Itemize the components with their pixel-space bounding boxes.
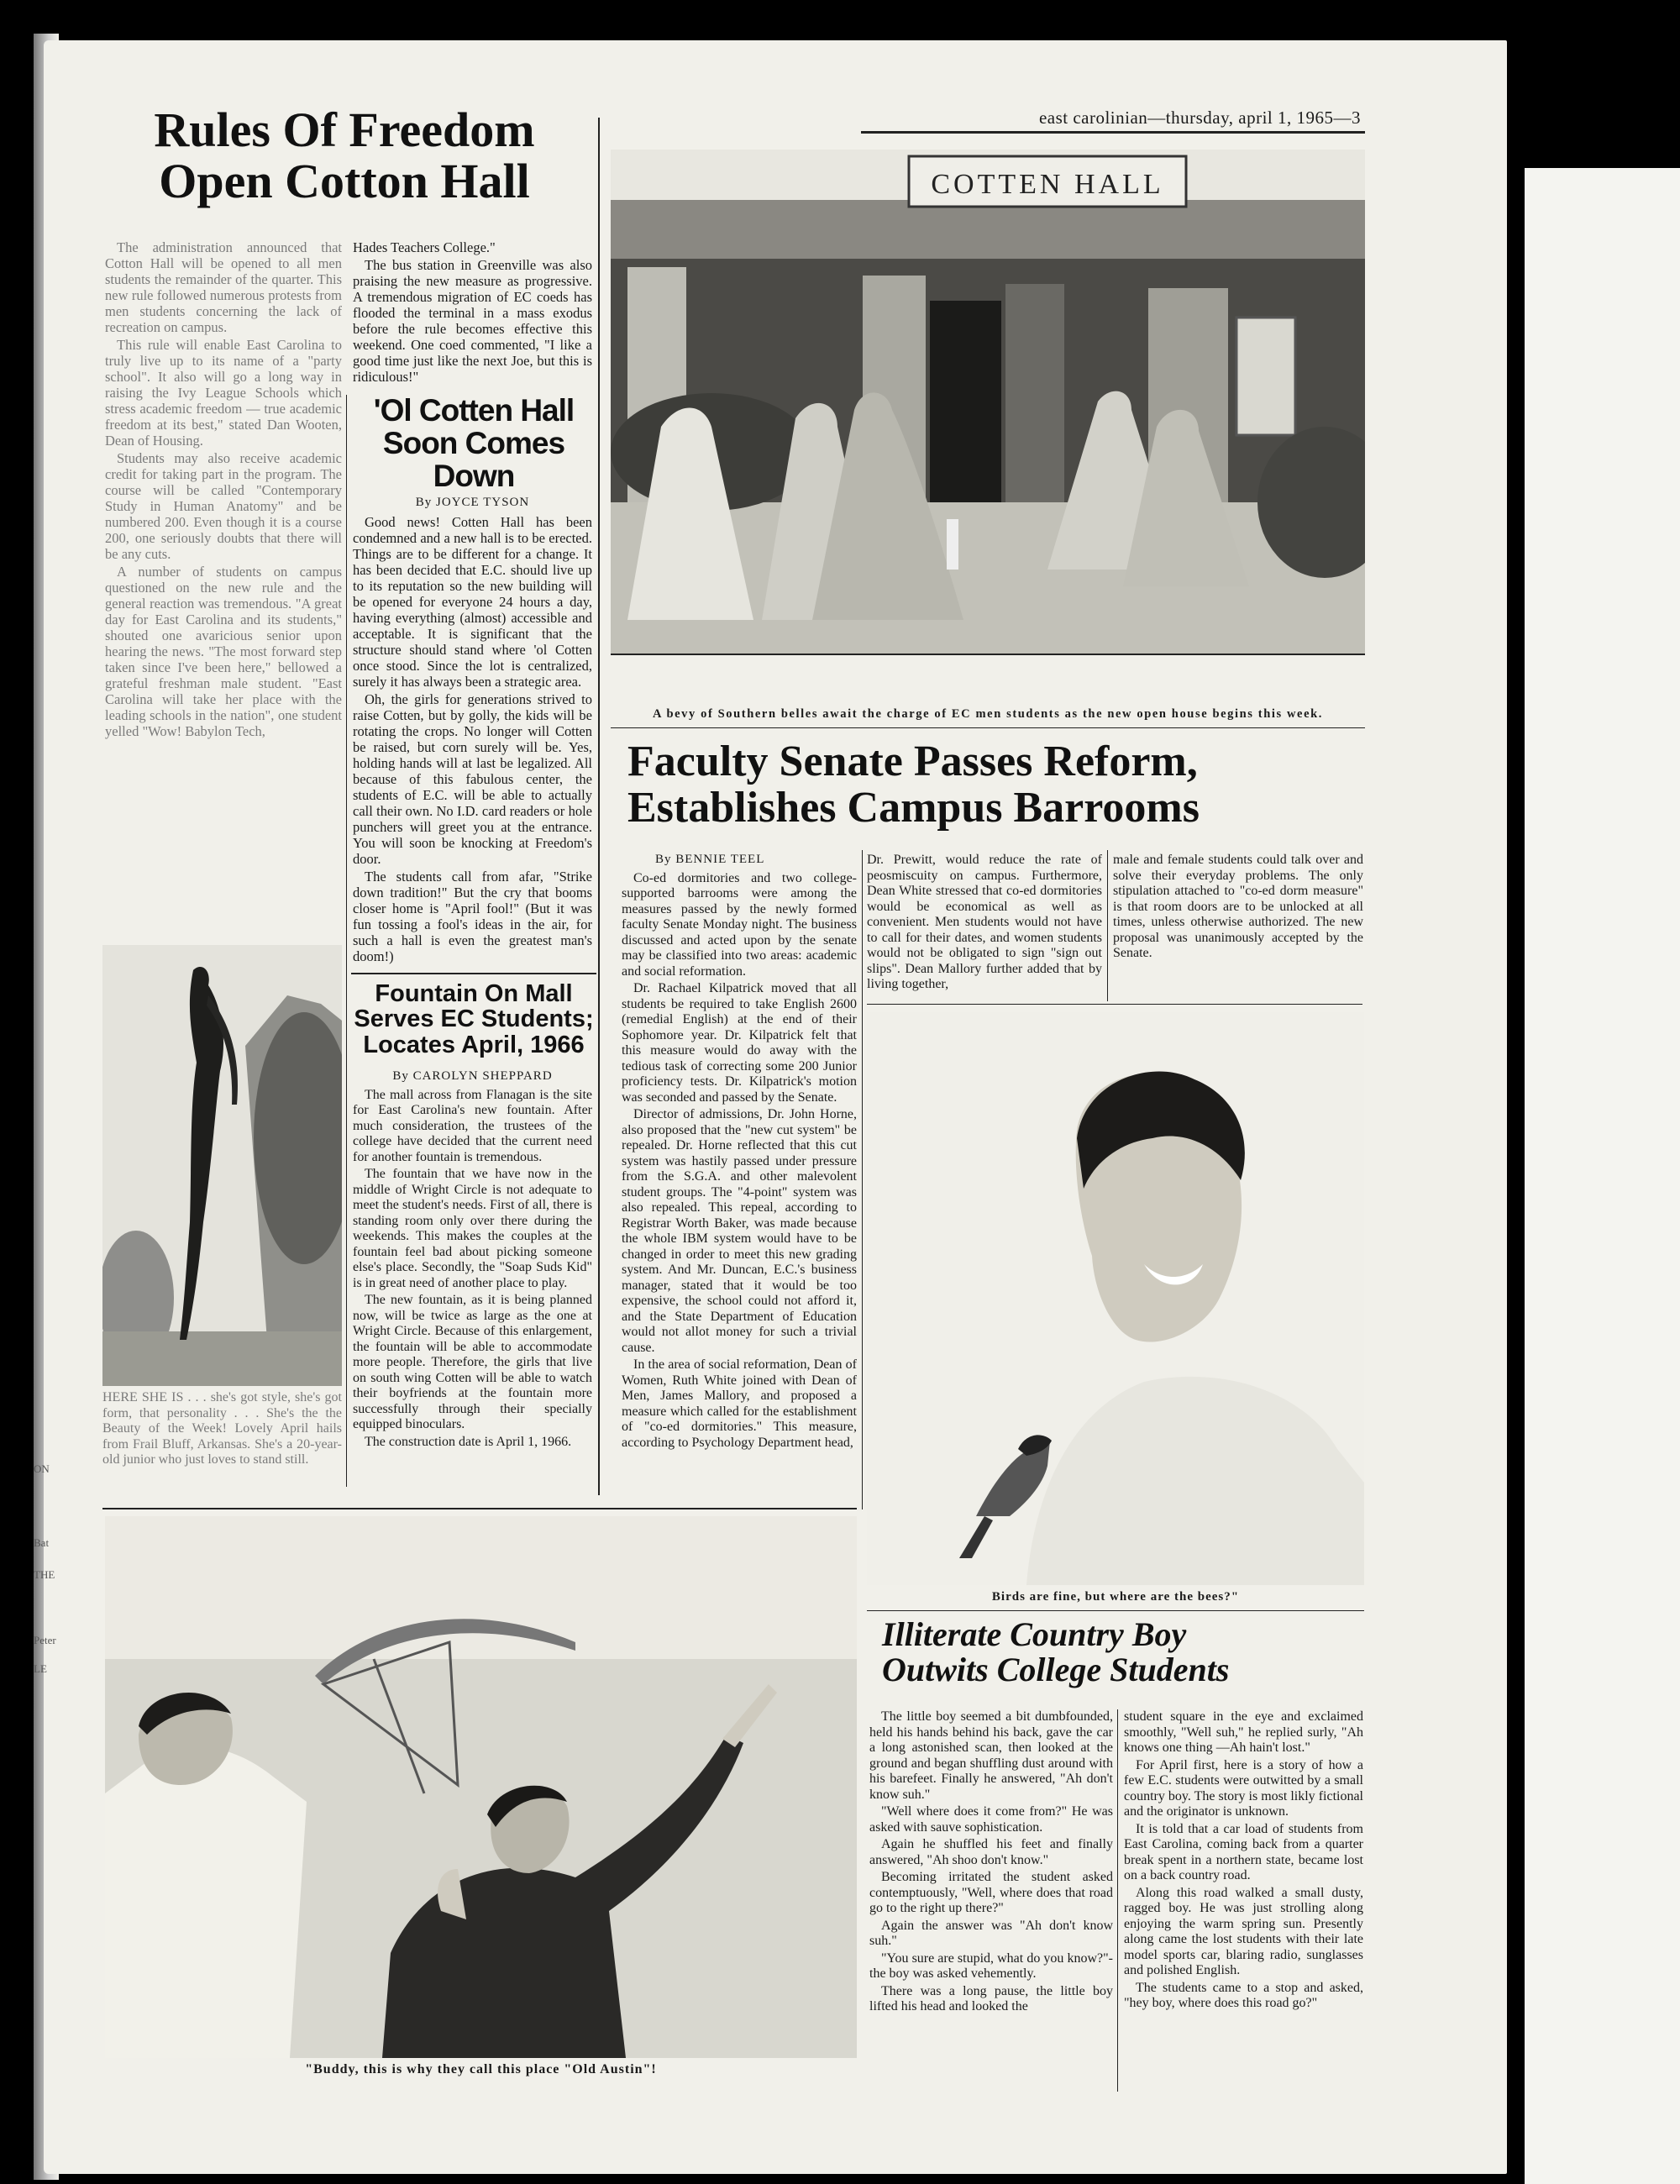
paragraph: Dr. Rachael Kilpatrick moved that all students be required to take English 2600 (remedial English) at the end of their Sophomore year. Dr. Kilpatrick felt that this measure would do away with the tedious task of correcting some 200 Junior proficiency tests. Dr. Kilpatrick's motion was seconded and passed by the Senate. [622, 981, 857, 1105]
paragraph: A number of students on campus questioned on the new rule and the general reaction was tremendous. "A great day for East Carolina and its students," shouted one avaricious senior upon hearing the news. "The most forward step taken since I've been here," bellowed a grateful freshman male student. "East Carolina will take her place with the leading schools in the nation", one student yelled "Wow! Babylon Tech, [105, 564, 342, 739]
paragraph: The students came to a stop and asked, "hey boy, where does this road go?" [1124, 1980, 1363, 2010]
headline-line: Locates April, 1966 [363, 1031, 585, 1058]
paragraph: This rule will enable East Carolina to truly live up to its name of a "party school". It also will go a long way in raising the Ivy League Schools which stress academic freedom — true academic freedom at its best," stated Dan Wooten, Dean of Housing. [105, 337, 342, 449]
paragraph: The little boy seemed a bit dumbfounded, held his hands behind his back, gave the car a long astonished scan, then looked at the ground and began shuffling dust around with his barefeet. Finally he answered, "Ah don't know suh." [869, 1709, 1113, 1802]
masthead-rule [861, 131, 1365, 134]
column-rule [1107, 850, 1108, 1001]
paragraph: Good news! Cotten Hall has been condemned and a new hall is to be erected. Things are to be different for a change. It has been decided that E.C. should live up to its reputation so the new building will be opened for everyone 24 hours a day, having everything (almost) accessible and acceptable. It is significant that the structure should stand where 'ol Cotten once stood. Since the lot is centralized, surely it has always been a strategic area. [353, 514, 592, 690]
headline-line: Faculty Senate Passes Reform, [627, 738, 1198, 785]
headline-line: Rules Of Freedom [154, 102, 535, 157]
cotton-article-col1 [105, 239, 342, 741]
paragraph: Co-ed dormitories and two college-supported barrooms were among the measures passed by the newly formed faculty Senate Monday night. The business discussed and acted upon by the senate may be classified into two areas: academic and social reformation. [622, 870, 857, 979]
paragraph: Along this road walked a small dusty, ragged boy. He was just strolling along enjoying the warm spring sun. Presently along came the lost students with their late model sports car, blaring radio, sunglasses and polished English. [1124, 1885, 1363, 1977]
headline-line: Fountain On Mall [375, 980, 573, 1007]
country-headline [874, 1617, 1361, 1688]
paragraph: Becoming irritated the student asked contemptuously, "Well, where does that road go to the right up there?" [869, 1870, 1113, 1915]
paragraph: The mall across from Flanagan is the site for East Carolina's new fountain. After much consideration, the trustees of the college have decided that the current need for another fountain is tremendous. [353, 1087, 592, 1164]
statue-caption: HERE SHE IS . . . she's got style, she's got form, that personality . . . She's the the Beauty of the Week! Lovely April hails from Frail Bluff, Arkansas. She's a 20-year-old junior who just loves to stand still. [102, 1390, 342, 1467]
paragraph: "You sure are stupid, what do you know?"- the boy was asked vehemently. [869, 1950, 1113, 1981]
fountain-headline [351, 981, 596, 1058]
margin-fragment: LE [34, 1662, 47, 1675]
paragraph: student square in the eye and exclaimed smoothly, "Well suh," he replied surly, "Ah knows one thing —Ah hain't lost." [1124, 1709, 1363, 1755]
statue-photo [102, 945, 342, 1386]
bird-caption: Birds are fine, but where are the bees?" [991, 1590, 1240, 1604]
column-rule [598, 118, 600, 1495]
divider [867, 1610, 1364, 1611]
paragraph: For April first, here is a story of how a few E.C. students were outwitted by a small country boy. The story is most likly fictional and the originator is unknown. [1124, 1757, 1363, 1819]
column-rule [862, 850, 863, 1509]
senate-article-col1 [622, 848, 857, 1452]
headline-line: Illiterate Country Boy [882, 1615, 1187, 1653]
margin-fragment: THE [34, 1568, 55, 1581]
byline: By BENNIE TEEL [655, 853, 765, 866]
adjacent-page-strip [1525, 168, 1680, 2184]
headline-line: Establishes Campus Barrooms [627, 783, 1200, 832]
cotten-hall-photo [611, 150, 1365, 654]
masthead: east carolinian—thursday, april 1, 1965—3 [1038, 108, 1361, 128]
fountain-article [353, 1065, 592, 1452]
paragraph: Oh, the girls for generations strived to raise Cotten, but by golly, the kids will be rotating the crops. No longer will Cotten be raised, but corn surely will be. Yes, holding hands will at last be legalized. All because of this fabulous center, the students of E.C. will be able to actually call their own. No I.D. card readers or hole punchers will greet you at the entrance. You will soon be knocking at Freedom's door. [353, 691, 592, 867]
headline-line: Serves EC Students; [354, 1005, 594, 1033]
paragraph: "Well where does it come from?" He was asked with sauve sophistication. [869, 1804, 1113, 1835]
divider [102, 1508, 857, 1509]
divider [611, 727, 1365, 728]
paragraph: Dr. Prewitt, would reduce the rate of peosmiscuity on campus. Furthermore, Dean White stressed that co-ed dormitories would be economical as well as convenient. Men students would not have to call for their dates, and women students would not be obligated to sign "sign out slips". Dean Mallory further added that by living together, [867, 853, 1102, 991]
ol-cotton-article [353, 491, 592, 966]
senate-headline [611, 739, 1365, 831]
bird-photo [867, 1012, 1364, 1585]
paragraph: The new fountain, as it is being planned now, will be twice as large as the one at Wright Circle. Because of this enlargement, the fountain will be able to accommodate more people. Therefore, the girls that live on south wing Cotten will be able to watch their boyfriends at the fountain more successfully through their specially equipped binoculars. [353, 1293, 592, 1431]
column-rule [1117, 1709, 1118, 2092]
building-sign: COTTEN HALL [931, 169, 1164, 200]
paragraph: The students call from afar, "Strike down tradition!" But the cry that booms closer home is "April fool!" (But it was fun tossing a fool's ideas in the air, for such a hall is even the greatest man's doom!) [353, 869, 592, 964]
margin-fragment: Bat [34, 1536, 50, 1549]
paragraph: Director of admissions, Dr. John Horne, also proposed that the "new cut system" be repealed. Dr. Horne reflected that this cut system was hastily passed under pressure from the S.G.A. and other malevolent student groups. The "4-point" system was also repealed. This repeal, according to Registrar Worth Baker, was made because the whole IBM system would have to be changed in order to meet this new grading system. And Mr. Duncan, E.C.'s business manager, stated that it would be too expensive, the school could not afford it, and the State Department of Education would not allot money for such a trivial cause. [622, 1107, 857, 1355]
senate-article-col3 [1113, 853, 1363, 963]
margin-fragment: ON [34, 1462, 50, 1475]
column-rule [346, 395, 347, 1487]
margin-fragments [34, 1462, 59, 1677]
country-article-col1 [869, 1709, 1113, 2017]
paragraph: It is told that a car load of students from East Carolina, coming back from a quarter break spent in a northern state, became lost on a back country road. [1124, 1821, 1363, 1882]
photo-rule [611, 654, 1365, 655]
paragraph: There was a long pause, the little boy lifted his head and looked the [869, 1983, 1113, 2013]
cotton-article-col2 [353, 239, 592, 386]
headline-line: 'Ol Cotten Hall [373, 393, 575, 428]
margin-fragment: Peter [34, 1634, 56, 1646]
divider [351, 973, 596, 974]
cotton-headline [101, 102, 588, 208]
paragraph: Students may also receive academic credit for taking part in the program. The course will be called "Contemporary Study in Human Anatomy" and be numbered 200. Even though it is a course 200, one seriously doubts that there will be any cuts. [105, 450, 342, 562]
paragraph: Hades Teachers College." [353, 239, 496, 255]
paragraph: Again the answer was "Ah don't know suh." [869, 1918, 1113, 1948]
byline: By CAROLYN SHEPPARD [392, 1069, 553, 1083]
country-article-col2 [1124, 1709, 1363, 2013]
ol-cotton-headline [351, 395, 596, 493]
headline-line: Open Cotton Hall [159, 153, 530, 208]
belles-caption: A bevy of Southern belles await the charge of EC men students as the new open house begins this week. [652, 707, 1323, 721]
paragraph: In the area of social reformation, Dean of Women, Ruth White joined with Dean of Men, James Mallory, and proposed a measure which called for the establishment of "co-ed dormitories." This measure, according to Psychology Department head, [622, 1357, 857, 1450]
headline-line: Outwits College Students [882, 1651, 1230, 1688]
umbrella-photo [105, 1516, 857, 2058]
headline-line: Soon Comes Down [382, 425, 565, 493]
umbrella-caption: "Buddy, this is why they call this place "Old Austin"! [305, 2062, 657, 2076]
paragraph: The construction date is April 1, 1966. [365, 1434, 572, 1449]
divider [867, 1004, 1362, 1005]
senate-article-col2 [867, 853, 1102, 995]
paragraph: Again he shuffled his feet and finally answered, "Ah shoo don't know." [869, 1837, 1113, 1867]
paragraph: The bus station in Greenville was also praising the new measure as progressive. A tremendous migration of EC coeds has flooded the terminal in a mass exodus before the rule becomes effective this weekend. One coed commented, "I like a good time just like the next Joe, but this is ridiculous!" [353, 257, 592, 385]
byline: By JOYCE TYSON [415, 496, 530, 509]
paragraph: The administration announced that Cotton Hall will be opened to all men students the remainder of the quarter. This new rule followed numerous protests from men students concerning the lack of recreation on campus. [105, 239, 342, 335]
paragraph: The fountain that we have now in the middle of Wright Circle is not adequate to meet the student's needs. First of all, there is standing room only over there during the weekends. This makes the couples at the fountain feel bad about picking someone else's place. Secondly, the "Soap Suds Kid" is in great need of another place to play. [353, 1167, 592, 1290]
paragraph: male and female students could talk over and solve their everyday problems. The only stipulation attached to "co-ed dorm measure" is that room doors are to be unlocked at all times, unless otherwise authorized. The new proposal was unanimously accepted by the Senate. [1113, 853, 1363, 960]
